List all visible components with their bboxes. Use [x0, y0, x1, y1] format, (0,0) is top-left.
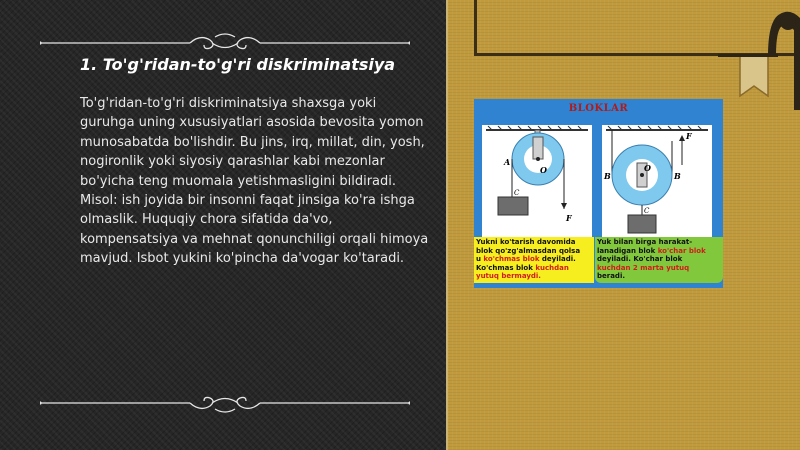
bottom-flourish-ornament [40, 392, 410, 414]
caption-highlight: yutuq bermaydi. [476, 272, 541, 281]
label-a: A [504, 157, 511, 167]
fixed-pulley-caption [474, 237, 594, 283]
label-o: O [540, 165, 547, 175]
slide-title: 1. To'g'ridan-to'g'ri diskriminatsiya [80, 55, 396, 74]
label-c: C [514, 189, 520, 197]
caption-line: blok qo'zg'almasdan qolsa [476, 246, 581, 255]
caption-line: beradi. [597, 272, 626, 281]
pulley-blocks-figure [474, 99, 723, 288]
caption-line: Yuk bilan birga harakat- [597, 238, 693, 246]
fixed-pulley-diagram [482, 125, 592, 237]
caption-highlight: kuchdan [535, 263, 569, 272]
label-o: O [644, 163, 651, 173]
caption-highlight: kuchdan 2 marta yutuq [597, 263, 690, 272]
caption-line: u [476, 255, 484, 264]
caption-line: Ko'chmas blok [476, 263, 536, 272]
bookmark-ribbon-icon [718, 0, 800, 110]
caption-highlight: ko'char blok [657, 246, 706, 255]
label-c: C [644, 207, 650, 215]
label-f: F [686, 131, 692, 141]
movable-pulley-panel [602, 125, 712, 237]
slide-body-text: To'g'ridan-to'g'ri diskriminatsiya shaxsga yoki guruhga uning xususiyatlari asosida bevosita yomon munosabatda bo'lishdir. Bu jins, irq, millat, din, yosh, nogironlik yoki siyosiy qarashlar kabi mezonlar bo'yicha teng muomala yetishmasligini bildiradi. Misol: ish joyida bir insonni faqat jinsiga ko'ra ishga olmaslik. Huquqiy chora sifatida da'vo, kompensatsiya va mehnat qonunchiligi orqali himoya mavjud. Isbot yukini ko'pincha da'vogar ko'taradi. [80, 96, 429, 267]
caption-line: lanadigan blok [597, 246, 658, 255]
movable-pulley-caption [595, 237, 723, 283]
fixed-pulley-panel [482, 125, 592, 237]
movable-pulley-diagram [602, 125, 712, 237]
top-flourish-ornament [40, 32, 410, 54]
caption-line: Yukni ko'tarish davomida [476, 238, 576, 246]
label-f: F [566, 213, 572, 223]
caption-highlight: ko'chmas blok [483, 255, 540, 264]
caption-line: deyiladi. Ko'char blok [597, 255, 683, 264]
caption-line: deyiladi. [539, 255, 576, 264]
figure-title: BLOKLAR [568, 103, 629, 114]
label-b: B [674, 171, 681, 181]
label-b-left: B [604, 171, 611, 181]
